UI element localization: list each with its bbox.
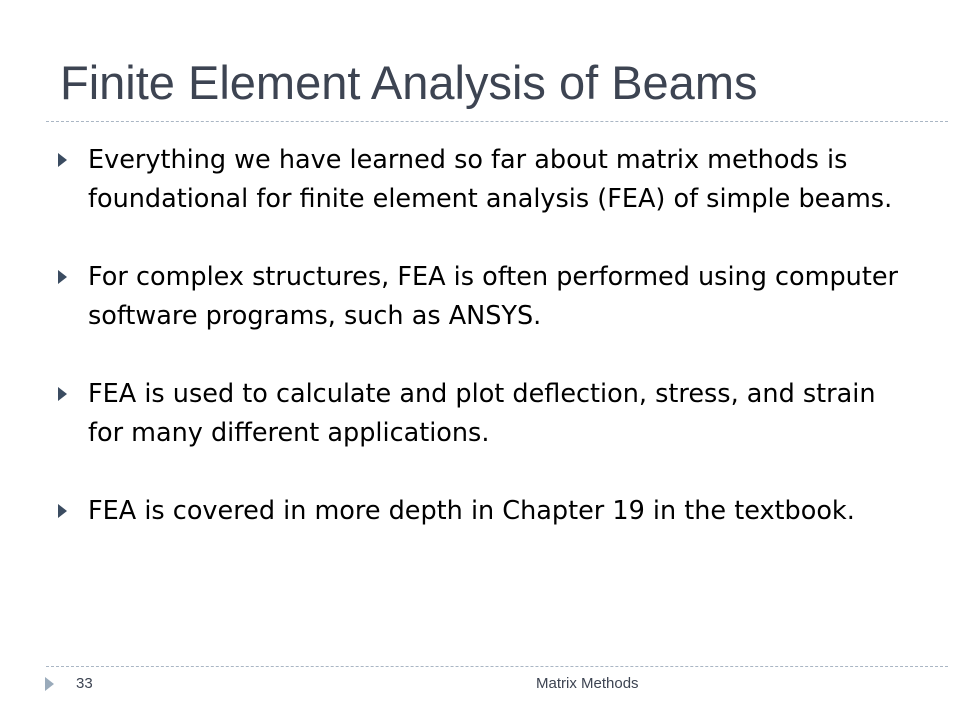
bullet-text: For complex structures, FEA is often performed using computer software programs, such as ANSYS. xyxy=(88,262,898,331)
triangle-bullet-icon xyxy=(58,504,67,518)
title-divider xyxy=(46,121,948,122)
page-number: 33 xyxy=(76,675,93,692)
triangle-bullet-icon xyxy=(58,270,67,284)
triangle-bullet-icon xyxy=(58,153,67,167)
slide-title: Finite Element Analysis of Beams xyxy=(60,56,758,109)
bullet-text: FEA is used to calculate and plot deflection, stress, and strain for many different applications. xyxy=(88,379,876,448)
bullet-list xyxy=(58,141,908,531)
bullet-item xyxy=(58,375,908,453)
bullet-text: FEA is covered in more depth in Chapter 19 in the textbook. xyxy=(88,496,855,526)
triangle-bullet-icon xyxy=(58,387,67,401)
footer-divider xyxy=(46,666,948,667)
bullet-item xyxy=(58,141,908,219)
bullet-text: Everything we have learned so far about matrix methods is foundational for finite element analysis (FEA) of simple beams. xyxy=(88,145,893,214)
footer-text: Matrix Methods xyxy=(536,675,639,692)
triangle-marker-icon xyxy=(45,677,54,691)
bullet-item xyxy=(58,492,908,531)
bullet-item xyxy=(58,258,908,336)
